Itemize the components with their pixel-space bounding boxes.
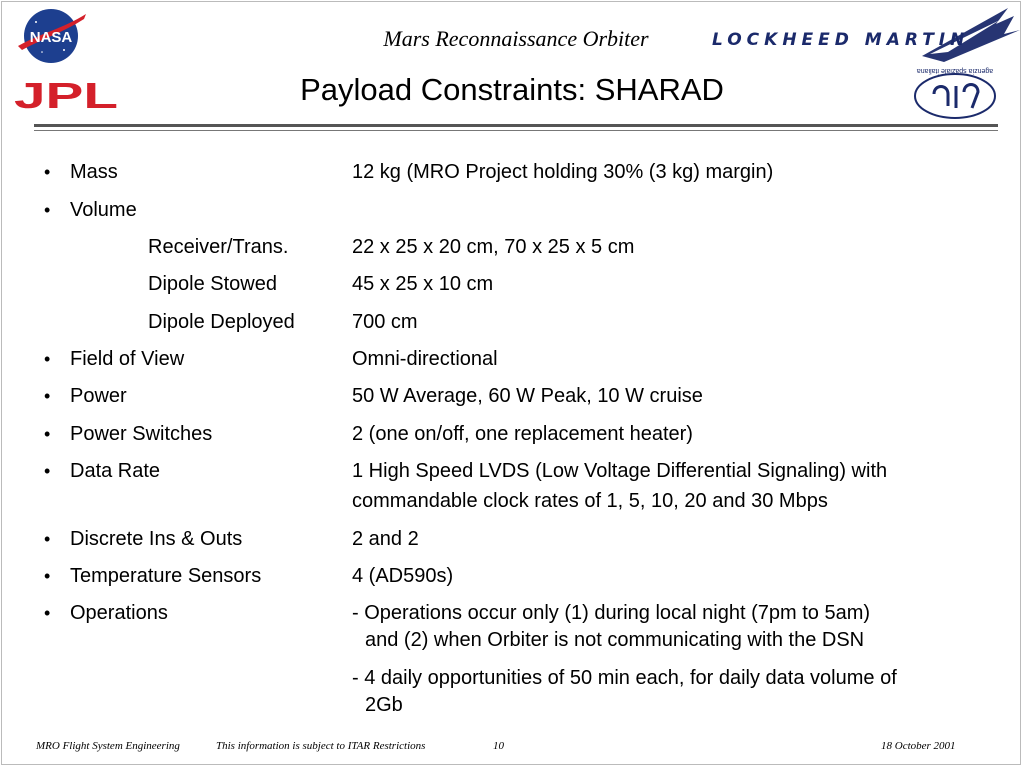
bullet: • (44, 461, 51, 481)
row-value-continued: commandable clock rates of 1, 5, 10, 20 and 30 Mbps (352, 490, 828, 512)
footer-date: 18 October 2001 (881, 740, 956, 752)
row-value-continued: 2Gb (365, 694, 403, 716)
row-label: Mass (70, 161, 118, 183)
row-label: Field of View (70, 348, 185, 370)
bullet: • (44, 603, 51, 623)
row-label: Temperature Sensors (70, 565, 262, 587)
bullet: • (44, 162, 51, 182)
header-rule-thin (34, 130, 998, 131)
page-title: Payload Constraints: SHARAD (300, 72, 724, 107)
lockheed-martin-wordmark: LOCKHEED MARTIN (712, 30, 970, 50)
row-label: Power Switches (70, 423, 213, 445)
asi-logo (912, 66, 998, 122)
row-value: 2 (one on/off, one replacement heater) (352, 423, 693, 445)
row-value: 12 kg (MRO Project holding 30% (3 kg) margin) (352, 161, 774, 183)
row-value: 50 W Average, 60 W Peak, 10 W cruise (352, 385, 703, 407)
row-value: - Operations occur only (1) during local night (7pm to 5am) (352, 602, 871, 624)
row-value: 4 (AD590s) (352, 565, 454, 587)
row-value: - 4 daily opportunities of 50 min each, for daily data volume of (352, 667, 897, 689)
bullet: • (44, 424, 51, 444)
row-label: Operations (70, 602, 168, 624)
bullet: • (44, 566, 51, 586)
svg-text:agenzia spaziale italiana: agenzia spaziale italiana (916, 67, 994, 74)
row-sublabel: Dipole Stowed (148, 273, 277, 295)
bullet: • (44, 200, 51, 220)
footer-org: MRO Flight System Engineering (36, 740, 180, 752)
row-value: Omni-directional (352, 348, 498, 370)
row-value: 700 cm (352, 311, 418, 333)
row-label: Volume (70, 199, 137, 221)
footer-page-number: 10 (493, 740, 504, 752)
row-value: 22 x 25 x 20 cm, 70 x 25 x 5 cm (352, 236, 635, 258)
row-label: Data Rate (70, 460, 161, 482)
header-rule (34, 124, 998, 127)
bullet: • (44, 529, 51, 549)
svg-text:JPL: JPL (14, 80, 118, 112)
footer-itar-notice: This information is subject to ITAR Restrictions (216, 740, 426, 752)
bullet: • (44, 386, 51, 406)
row-value: 45 x 25 x 10 cm (352, 273, 494, 295)
row-sublabel: Dipole Deployed (148, 311, 295, 333)
row-sublabel: Receiver/Trans. (148, 236, 289, 258)
row-value-continued: and (2) when Orbiter is not communicating with the DSN (365, 629, 865, 651)
row-value: 1 High Speed LVDS (Low Voltage Differential Signaling) with (352, 460, 888, 482)
row-value: 2 and 2 (352, 528, 419, 550)
bullet: • (44, 349, 51, 369)
row-label: Power (70, 385, 127, 407)
mission-subtitle: Mars Reconnaissance Orbiter (383, 26, 649, 51)
svg-text:NASA: NASA (29, 29, 73, 46)
row-label: Discrete Ins & Outs (70, 528, 243, 550)
